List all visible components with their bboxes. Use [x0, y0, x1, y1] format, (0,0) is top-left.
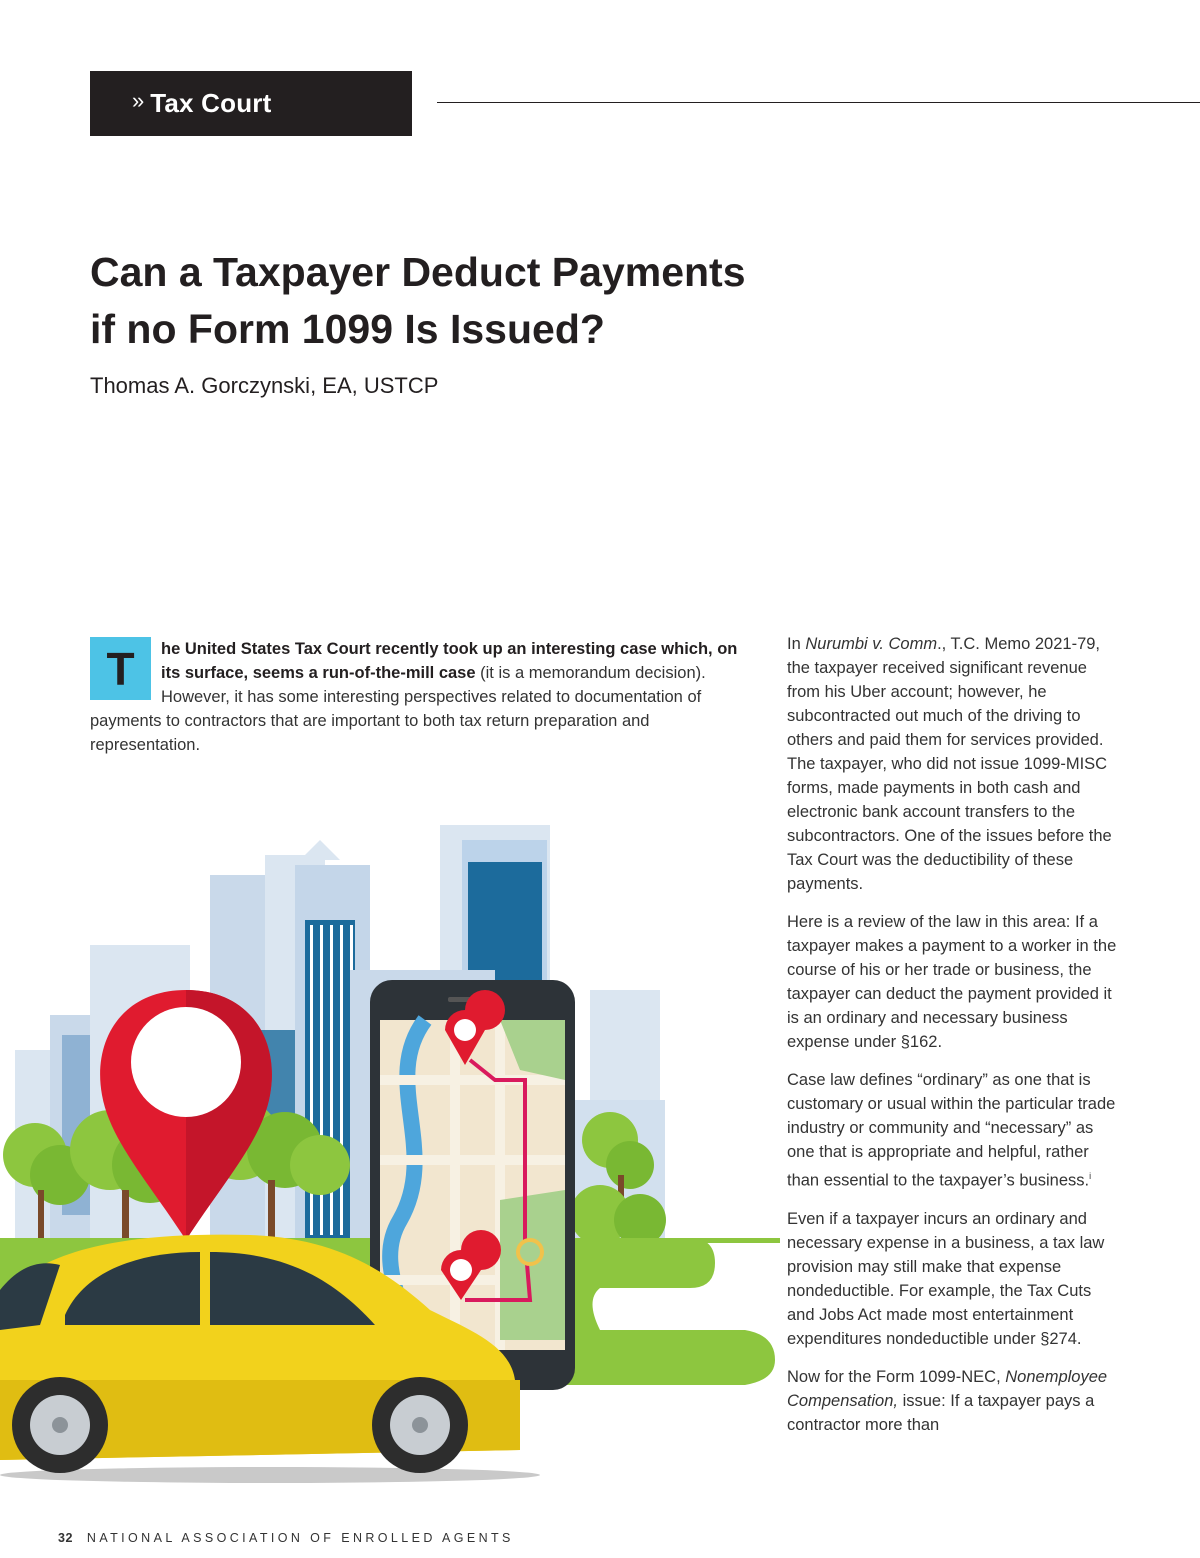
title-line-2: if no Form 1099 Is Issued? [90, 306, 605, 352]
drop-cap: T [90, 637, 151, 700]
chevron-right-icon: » [132, 87, 145, 113]
case-name: Nurumbi v. Comm [805, 635, 938, 653]
title-line-1: Can a Taxpayer Deduct Payments [90, 249, 746, 295]
byline: Thomas A. Gorczynski, EA, USTCP [90, 373, 439, 398]
p3-text: Case law defines “ordinary” as one that is customary or usual within the particular trade industry or community and “necessary” as one that is appropriate and helpful, rather than essential to the taxpayer’s business. [787, 1071, 1116, 1190]
p1-post: ., T.C. Memo 2021-79, the taxpayer received significant revenue from his Uber account; however, he subcontracted out much of the driving to others and paid them for services provided. The taxpayer, who did not issue 1099-MISC forms, made payments in both cash and electronic bank account transfers to the subcontractors. One of the issues before the Tax Court was the deductibility of these payments. [787, 635, 1112, 893]
p5-pre: Now for the Form 1099-NEC, [787, 1367, 1006, 1386]
paragraph-5 [787, 1365, 1117, 1437]
paragraph-2: Here is a review of the law in this area: If a taxpayer makes a payment to a worker in the course of his or her trade or business, the taxpayer can deduct the payment provided it is an ordinary and necessary business expense under §162. [787, 913, 1117, 1051]
p1-pre: In [787, 635, 806, 653]
paragraph-3 [787, 1068, 1117, 1193]
intro-rest: (it is a memorandum decision). However, it has some interesting perspectives related to documentation of payments to contractors that are important to both tax return preparation and representation. [90, 664, 706, 754]
publication-name: NATIONAL ASSOCIATION OF ENROLLED AGENTS [86, 1531, 514, 1545]
article-title [90, 244, 810, 358]
paragraph-4: Even if a taxpayer incurs an ordinary and necessary expense in a business, a tax law provision may still make that expense nondeductible. For example, the Tax Cuts and Jobs Act made most entertainment expenditures nondeductible under §274. [787, 1209, 1105, 1348]
form-name: Nonemployee Compensation, [787, 1367, 1108, 1410]
section-label: Tax Court [150, 88, 272, 118]
page-number: 32 [58, 1531, 73, 1545]
intro-paragraph [90, 637, 738, 757]
header-rule [437, 102, 1200, 103]
intro-lead: he United States Tax Court recently took up an interesting case which, on its surface, seems a run-of-the-mill case [161, 640, 738, 682]
right-column [787, 632, 1117, 1451]
section-tab [90, 71, 412, 136]
page-footer [58, 1531, 514, 1545]
paragraph-1 [787, 632, 1117, 896]
endnote-marker: i [1089, 1171, 1092, 1181]
rideshare-illustration [0, 820, 780, 1490]
p5-post: issue: If a taxpayer pays a contractor more than [787, 1391, 1095, 1434]
